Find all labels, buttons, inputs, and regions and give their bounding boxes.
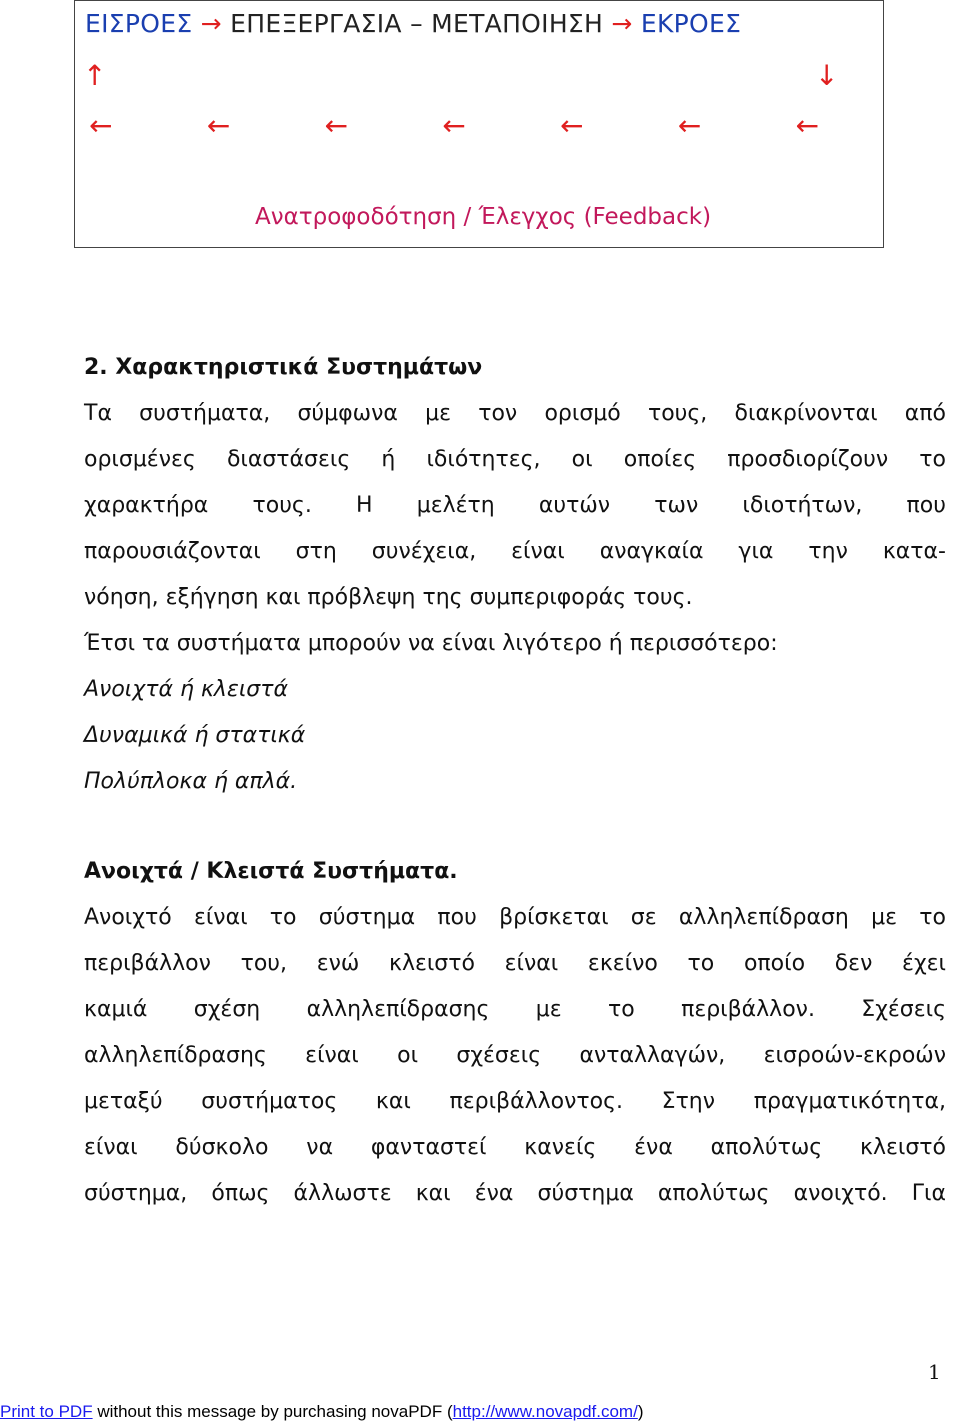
paragraph-line: είναι δύσκολο να φανταστεί κανείς ένα απολύτως κλειστό: [84, 1135, 946, 1160]
arrow-left-icon: ←: [442, 109, 466, 142]
property-pair: Δυναμικά ή στατικά: [84, 723, 306, 748]
spacer: [84, 805, 946, 849]
inputs-label: ΕΙΣΡΟΕΣ: [85, 9, 193, 38]
paragraph-line: Ανοιχτό είναι το σύστημα που βρίσκεται σε αλληλεπίδραση με το: [84, 905, 946, 930]
paragraph-line: χαρακτήρα τους. Η μελέτη αυτών των ιδιοτήτων, που: [84, 493, 946, 518]
paragraph-line: ορισμένες διαστάσεις ή ιδιότητες, οι οποίες προσδιορίζουν το: [84, 447, 946, 472]
arrow-up-icon: ↑: [83, 59, 107, 92]
paragraph-line: Τα συστήματα, σύμφωνα με τον ορισμό τους, διακρίνονται από: [84, 401, 946, 426]
input-output-diagram: [74, 0, 884, 248]
arrow-left-icon: ←: [677, 109, 702, 142]
paragraph-line: νόηση, εξήγηση και πρόβλεψη της συμπεριφοράς τους.: [84, 585, 693, 610]
paragraph-line: αλληλεπίδρασης είναι οι σχέσεις ανταλλαγών, εισροών-εκροών: [84, 1043, 946, 1068]
paragraph-line: περιβάλλον του, ενώ κλειστό είναι εκείνο το οποίο δεν έχει: [84, 951, 946, 976]
paragraph-line: παρουσιάζονται στη συνέχεια, είναι αναγκαία για την κατα-: [84, 539, 946, 564]
paragraph-line: σύστημα, όπως άλλωστε και ένα σύστημα απολύτως ανοιχτό. Για: [84, 1181, 946, 1206]
property-pair: Πολύπλοκα ή απλά.: [84, 769, 298, 794]
feedback-arrows: [89, 109, 819, 142]
arrow-down-icon: ↓: [815, 59, 839, 92]
arrow-left-icon: ←: [795, 109, 819, 142]
arrow-right-icon: →: [611, 9, 633, 38]
feedback-label: Ανατροφοδότηση / Έλεγχος (Feedback): [255, 204, 712, 230]
arrow-left-icon: ←: [206, 109, 231, 142]
footer-close-paren: ): [637, 1402, 644, 1421]
paragraph-line: μεταξύ συστήματος και περιβάλλοντος. Στην πραγματικότητα,: [84, 1089, 946, 1114]
page-number: 1: [928, 1360, 941, 1384]
pdf-footer: [0, 1402, 643, 1422]
property-pair: Ανοιχτά ή κλειστά: [84, 677, 288, 702]
outputs-label: ΕΚΡΟΕΣ: [640, 9, 742, 38]
section-heading: 2. Χαρακτηριστικά Συστημάτων: [84, 355, 483, 380]
lead-sentence: Έτσι τα συστήματα μπορούν να είναι λιγότερο ή περισσότερο:: [84, 631, 778, 656]
novapdf-link[interactable]: http://www.novapdf.com/: [452, 1402, 638, 1421]
subsection-heading: Ανοιχτά / Κλειστά Συστήματα.: [84, 859, 458, 884]
paragraph-line: καμιά σχέση αλληλεπίδρασης με το περιβάλλον. Σχέσεις: [84, 997, 946, 1022]
arrow-left-icon: ←: [560, 109, 584, 142]
document-body: [84, 345, 946, 1217]
footer-text: without this message by purchasing novaPDF (: [92, 1402, 453, 1421]
arrow-left-icon: ←: [89, 109, 113, 142]
arrow-right-icon: →: [200, 9, 222, 38]
diagram-title-row: [85, 9, 741, 38]
arrow-left-icon: ←: [324, 109, 348, 142]
process-label: ΕΠΕΞΕΡΓΑΣΙΑ – ΜΕΤΑΠΟΙΗΣΗ: [230, 9, 604, 38]
print-to-pdf-link[interactable]: Print to PDF: [0, 1402, 93, 1421]
